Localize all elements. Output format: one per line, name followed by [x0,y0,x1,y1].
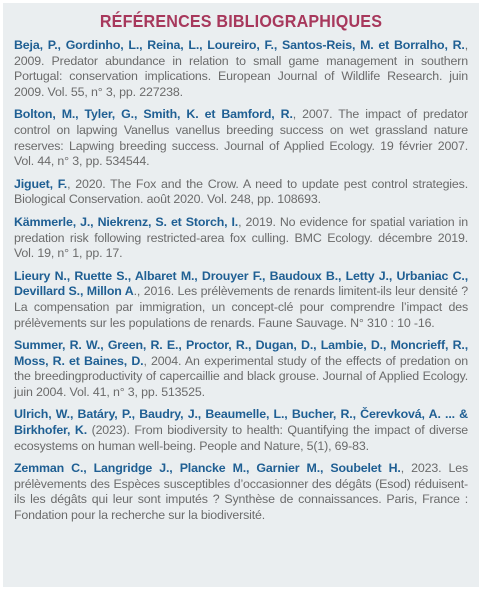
reference-entry [14,38,468,100]
reference-authors: Bolton, M., Tyler, G., Smith, K. et Bamford, R. [14,107,293,122]
reference-entry [14,338,468,400]
reference-entry [14,461,468,523]
reference-entry [14,269,468,331]
reference-entry [14,177,468,208]
section-title: RÉFÉRENCES BIBLIOGRAPHIQUES [99,11,383,31]
reference-authors: Summer, R. W., Green, R. E., Proctor, R., Dugan, D., Lambie, D., Moncrieff, R., Moss, R. et Baines, D. [14,338,468,368]
reference-details: ., 2016. Les prélèvements de renards limitent-ils leur densité ? La compensation par immigration, un concept-clé pour comprendre l’impact des prélèvements sur les populations de renards. Faune Sauvage. N° 310 : 10 -16. [14,284,468,330]
reference-details: , 2004. An experimental study of the effects of predation on the breedingproductivity of capercaillie and black grouse. Journal of Applied Ecology. juin 2004. Vol. 41, n° 3, pp. 513525. [14,353,468,399]
reference-authors: Ulrich, W., Batáry, P., Baudry, J., Beaumelle, L., Bucher, R., Čerevková, A. ... & Birkhofer, K. [14,407,468,438]
reference-authors: Zemman C., Langridge J., Plancke M., Garnier M., Soubelet H. [14,461,401,476]
reference-details: , 2019. No evidence for spatial variation in predation risk following restricted-area fox culling. BMC Ecology. décembre 2019. Vol. 19, n° 1, pp. 17. [14,214,468,261]
reference-entry [14,407,468,454]
references-panel [3,3,479,587]
reference-authors: Jiguet, F. [14,176,68,191]
reference-authors: Beja, P., Gordinho, L., Reina, L., Loureiro, F., Santos-Reis, M. et Borralho, R. [14,38,465,52]
reference-details: , 2023. Les prélèvements des Espèces susceptibles d’occasionner des dégâts (Esod) réduisent-ils les dégâts qui leur sont imputés ? Synthèse de connaissances. Paris, France : Fondation pour la recherche sur la biodiversité. [14,461,468,523]
reference-authors: Kämmerle, J., Niekrenz, S. et Storch, I. [14,214,239,229]
reference-details: , 2007. The impact of predator control on lapwing Vanellus vanellus breeding success on wet grassland nature reserves: Lapwing breeding success. Journal of Applied Ecology. 19 février 2007. Vol. 44, n° 3, pp. 534544. [14,107,468,169]
reference-details: , 2009. Predator abundance in relation to small game management in southern Portugal: conservation implications. European Journal of Wildlife Research. juin 2009. Vol. 55, n° 3, pp. 227238. [14,38,468,99]
reference-authors: Lieury N., Ruette S., Albaret M., Drouyer F., Baudoux B., Letty J., Urbaniac C., Devillard S., Millon A [14,268,468,299]
reference-details: (2023). From biodiversity to health: Quantifying the impact of diverse ecosystems on human well-being. People and Nature, 5(1), 69-83. [14,423,468,453]
reference-entry [14,107,468,169]
reference-details: , 2020. The Fox and the Crow. A need to update pest control strategies. Biological Conservation. août 2020. Vol. 248, pp. 108693. [14,176,468,207]
reference-entry [14,215,468,262]
